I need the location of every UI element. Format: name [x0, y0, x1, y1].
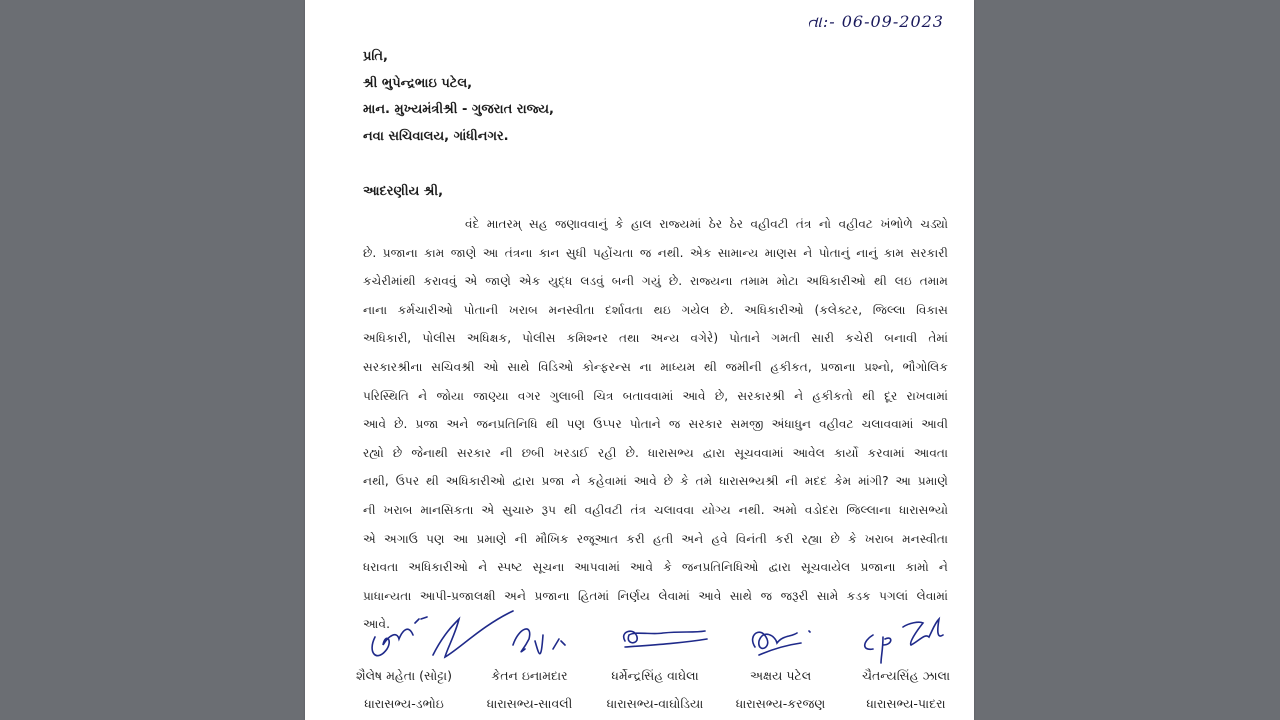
- body-line: નાના કર્મચારીઓ પોતાની ખરાબ મનસ્વીતા દર્શાવતા થઇ ગયેલ છે. અધિકારીઓ (કલેક્ટર, જિલ્લા વિકાસ: [363, 302, 948, 317]
- signatory-list: [345, 662, 965, 718]
- signature-6: [865, 619, 943, 663]
- letter-body: [363, 210, 948, 639]
- signatory: [345, 662, 463, 718]
- body-line: પરિસ્થિતિ ને જોયા જાણ્યા વગર ગુલાબી ચિત્ર બતાવવામાં આવે છે, સરકારશ્રી ને હકીકતો થી દૂર રાખવામાં: [363, 388, 948, 403]
- recipient-address: [363, 44, 554, 150]
- salutation: આદરણીય શ્રી,: [363, 184, 444, 199]
- signatory: [722, 662, 840, 718]
- address-line: માન. મુખ્યમંત્રીશ્રી - ગુજરાત રાજ્ય,: [363, 102, 554, 117]
- address-line: શ્રી ભુપેન્દ્રભાઇ પટેલ,: [363, 75, 473, 91]
- signatory-title: ધારાસભ્ય-વાઘોડિયા: [606, 696, 704, 711]
- signature-3: [513, 629, 565, 654]
- body-line: નથી, ઉપર થી અધિકારીઓ દ્વારા પ્રજા ને કહેવામાં આવે છે કે તમે ધારાસભ્યશ્રી ની મદદ કેમ માંગી? આ પ્રમાણે: [363, 474, 948, 489]
- signature-2: [433, 611, 513, 657]
- signatory: [471, 662, 589, 718]
- signatory-name: અક્ષય પટેલ: [749, 668, 812, 683]
- address-line: નવા સચિવાલય, ગાંધીનગર.: [363, 128, 509, 144]
- signatures: [363, 605, 953, 665]
- signatory-name: ચૈતન્યસિંહ ઝાલા: [861, 668, 951, 683]
- signature-1: [372, 617, 427, 656]
- body-line: કચેરીમાંથી કરાવવું એ જાણે એક યુદ્ધ લડવું બની ગયું છે. રાજ્યના તમામ મોટા અધિકારીઓ થી લઇ તમામ: [363, 274, 948, 289]
- signatory-name: ધર્મેન્દ્રસિંહ વાઘેલા: [611, 668, 699, 683]
- signatory-name: શૈલેષ મહેતા (સોટ્ટા): [356, 668, 452, 683]
- body-line: આવે.: [363, 617, 390, 632]
- signatory-name: કેતન ઇનામદાર: [491, 668, 568, 683]
- signature-4: [624, 631, 707, 647]
- body-line: વંદે માતરમ્ સહ જણાવવાનું કે હાલ રાજ્યમાં ઠેર ઠેર વહીવટી તંત્ર નો વહીવટ ખંભોળે ચડ્યો: [465, 217, 948, 231]
- signatory-title: ધારાસભ્ય-સાવલી: [486, 696, 573, 711]
- body-line: એ અગાઉ પણ આ પ્રમાણે ની મૌખિક રજૂઆત કરી હતી અને હવે વિનંતી કરી રહ્યા છે કે ખરાબ મનસ્વીતા: [363, 531, 948, 546]
- body-line: સરકારશ્રીના સચિવશ્રી ઓ સાથે વિડિઓ કોન્ફરન્સ ના માધ્યમ થી જમીની હકીકત, પ્રજાના પ્રશ્નો, ભૌગોલિક: [363, 359, 948, 374]
- letter-page: [305, 0, 974, 720]
- body-line: ની ખરાબ માનસિકતા એ સુચારુ રૂપ થી વહીવટી તંત્ર ચલાવવા યોગ્ય નથી. અમો વડોદરા જિલ્લાના ધારાસભ્યો: [363, 502, 948, 517]
- signatory-title: ધારાસભ્ય-કરજણ: [735, 696, 826, 711]
- letter-date: તા:- 06-09-2023: [807, 12, 944, 31]
- body-line: પ્રાધાન્યતા આપી-પ્રજાલક્ષી અને પ્રજાના હિતમાં નિર્ણય લેવામાં આવે સાથે જ જરૂરી સામે કડક પગલાં લેવામાં: [363, 588, 948, 603]
- signatory: [596, 662, 714, 718]
- signature-5: [753, 631, 810, 655]
- body-line: ધરાવતા અધિકારીઓ ને સ્પષ્ટ સૂચના આપવામાં આવે કે જનપ્રતિનિધિઓ દ્વારા સૂચવાયેલ પ્રજાના કામો ને: [363, 560, 948, 575]
- body-line: આવે છે. પ્રજા અને જનપ્રતિનિધિ થી પણ ઉપ્પર પોતાને જ સરકાર સમજી અંધાધુન વહીવટ ચલાવવામાં આવી: [363, 417, 948, 432]
- signatory-title: ધારાસભ્ય-પાદરા: [866, 696, 946, 711]
- address-line: પ્રતિ,: [363, 49, 388, 64]
- signatory-title: ધારાસભ્ય-ડભોઇ: [364, 696, 444, 711]
- body-line: રહ્યો છે જેનાથી સરકાર ની છબી ખરડાઈ રહી છે. ધારાસભ્ય દ્વારા સૂચવવામાં આવેલ કાર્યો કરવામાં આવતા: [363, 445, 948, 460]
- body-line: છે. પ્રજાના કામ જાણે આ તંત્રના કાન સુધી પહોંચતા જ નથી. એક સામાન્ય માણસ ને પોતાનું નાનું કામ સરકારી: [363, 245, 948, 260]
- body-line: અધિકારી, પોલીસ અધિક્ષક, પોલીસ કમિશ્નર તથા અન્ય વગેરે) પોતાને ગમતી સારી કચેરી બનાવી તેમાં: [363, 331, 948, 346]
- signatory: [847, 662, 965, 718]
